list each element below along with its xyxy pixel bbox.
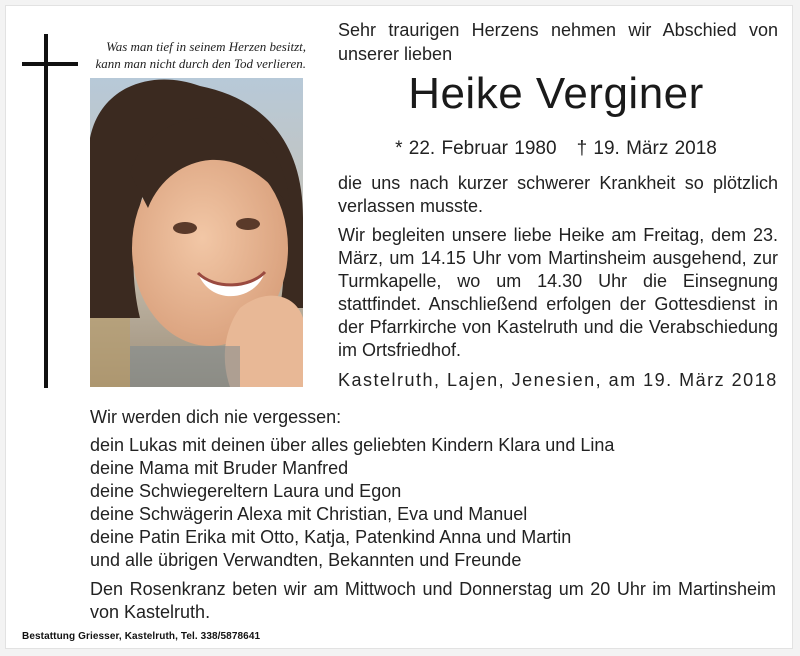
place-date: Kastelruth, Lajen, Jenesien, am 19. März 2018 bbox=[338, 370, 778, 390]
mourner-line: und alle übrigen Verwandten, Bekannten und Freunde bbox=[90, 550, 522, 570]
mourner-line: deine Patin Erika mit Otto, Katja, Patenkind Anna und Martin bbox=[90, 527, 572, 547]
funeral-paragraph: Wir begleiten unsere liebe Heike am Freitag, dem 23. März, um 14.15 Uhr vom Martinsheim ausgehend, zur Turmkapelle, wo um 14.30 Uhr die Einsegnung stattfindet. Anschließend erfolgen der Gottesdienst in der Pfarrkirche von Kastelruth und die Verabschiedung im Ortsfriedhof. bbox=[338, 225, 778, 360]
funeral-home-footer: Bestattung Griesser, Kastelruth, Tel. 338/5878641 bbox=[22, 631, 261, 642]
mourner-line: deine Schwägerin Alexa mit Christian, Eva und Manuel bbox=[90, 504, 528, 524]
death-date: † 19. März 2018 bbox=[576, 138, 717, 159]
birth-date: * 22. Februar 1980 bbox=[395, 138, 557, 159]
mourners-list bbox=[90, 406, 780, 572]
mourner-line: deine Mama mit Bruder Manfred bbox=[90, 458, 349, 478]
rosary-notice: Den Rosenkranz beten wir am Mittwoch und Donnerstag um 20 Uhr im Martinsheim von Kastelruth. bbox=[90, 579, 776, 622]
motto-line-1: Was man tief in seinem Herzen besitzt, bbox=[106, 39, 306, 54]
motto-line-2: kann man nicht durch den Tod verlieren. bbox=[95, 56, 306, 71]
motto bbox=[86, 38, 306, 72]
cross-icon-horizontal bbox=[22, 62, 78, 66]
deceased-name: Heike Verginer bbox=[408, 69, 704, 118]
cross-icon-vertical bbox=[44, 34, 48, 388]
mourners-lead: Wir werden dich nie vergessen: bbox=[90, 407, 342, 427]
mourner-line: dein Lukas mit deinen über alles geliebten Kindern Klara und Lina bbox=[90, 435, 615, 455]
portrait-photo bbox=[90, 78, 303, 387]
mourner-line: deine Schwiegereltern Laura und Egon bbox=[90, 481, 402, 501]
intro-text: Sehr traurigen Herzens nehmen wir Abschied von unserer lieben bbox=[338, 20, 778, 64]
illness-paragraph: die uns nach kurzer schwerer Krankheit so plötzlich verlassen musste. bbox=[338, 173, 778, 216]
life-dates bbox=[338, 136, 774, 162]
